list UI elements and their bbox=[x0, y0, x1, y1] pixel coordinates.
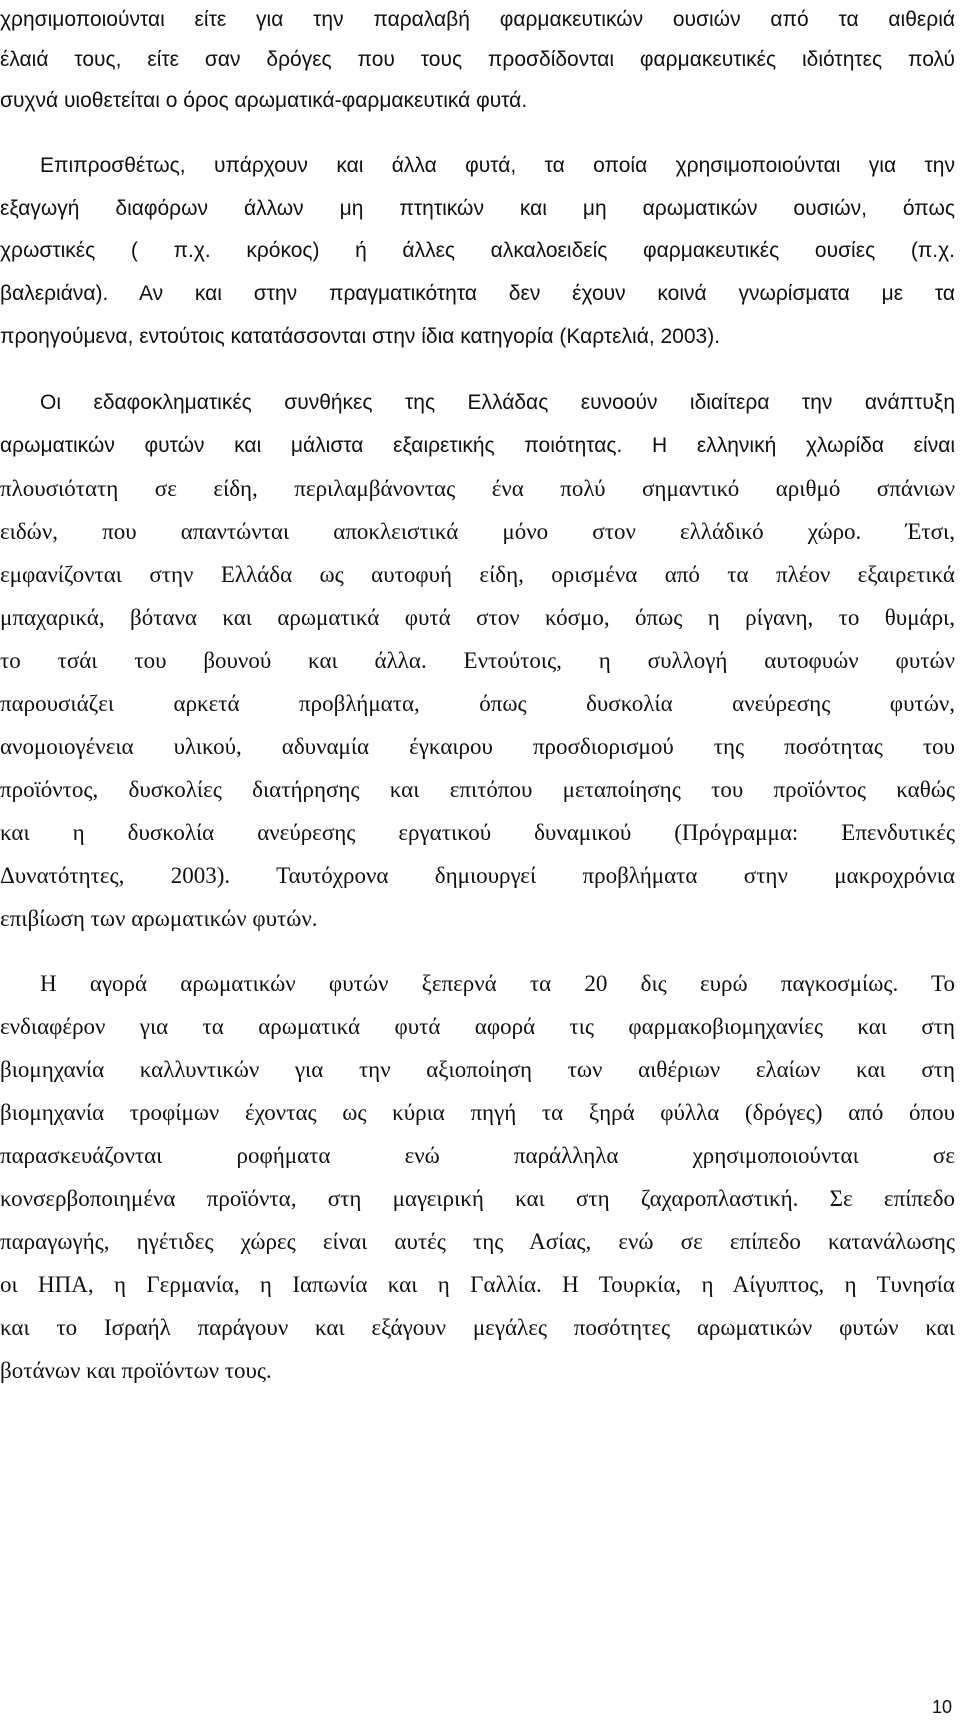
text-line: αρωματικών φυτών και μάλιστα εξαιρετικής ποιότητας. Η ελληνική χλωρίδα είναι bbox=[0, 434, 955, 457]
text-line: επιβίωση των αρωματικών φυτών. bbox=[0, 906, 318, 931]
text-line: Δυνατότητες, 2003). Ταυτόχρονα δημιουργεί προβλήματα στην μακροχρόνια bbox=[0, 863, 955, 888]
text-line: βαλεριάνα). Αν και στην πραγματικότητα δεν έχουν κοινά γνωρίσματα με τα bbox=[0, 282, 955, 305]
text-line: χρωστικές ( π.χ. κρόκος) ή άλλες αλκαλοειδείς φαρμακευτικές ουσίες (π.χ. bbox=[0, 239, 955, 262]
page-number: 10 bbox=[931, 1697, 952, 1717]
text-line: παρουσιάζει αρκετά προβλήματα, όπως δυσκολία ανεύρεσης φυτών, bbox=[0, 691, 955, 716]
text-line: έλαιά τους, είτε σαν δρόγες που τους προσδίδονται φαρμακευτικές ιδιότητες πολύ bbox=[0, 48, 955, 71]
text-line: ανομοιογένεια υλικού, αδυναμία έγκαιρου προσδιορισμού της ποσότητας του bbox=[0, 734, 955, 759]
text-line: συχνά υιοθετείται ο όρος αρωματικά-φαρμακευτικά φυτά. bbox=[0, 89, 528, 112]
text-line: Οι εδαφοκληματικές συνθήκες της Ελλάδας ευνοούν ιδιαίτερα την ανάπτυξη bbox=[40, 391, 955, 414]
text-line: κονσερβοποιημένα προϊόντα, στη μαγειρική και στη ζαχαροπλαστική. Σε επίπεδο bbox=[0, 1186, 955, 1211]
text-line: Επιπροσθέτως, υπάρχουν και άλλα φυτά, τα οποία χρησιμοποιούνται για την bbox=[40, 154, 955, 177]
text-line: ειδών, που απαντώνται αποκλειστικά μόνο στον ελλάδικό χώρο. Έτσι, bbox=[0, 519, 955, 544]
text-line: παραγωγής, ηγέτιδες χώρες είναι αυτές της Ασίας, ενώ σε επίπεδο κατανάλωσης bbox=[0, 1229, 955, 1254]
text-line: Η αγορά αρωματικών φυτών ξεπερνά τα 20 δις ευρώ παγκοσμίως. Το bbox=[40, 971, 955, 996]
text-line: βιομηχανία τροφίμων έχοντας ως κύρια πηγή τα ξηρά φύλλα (δρόγες) από όπου bbox=[0, 1100, 955, 1125]
text-line: και η δυσκολία ανεύρεσης εργατικού δυναμικού (Πρόγραμμα: Επενδυτικές bbox=[0, 820, 955, 845]
text-line: ενδιαφέρον για τα αρωματικά φυτά αφορά τις φαρμακοβιομηχανίες και στη bbox=[0, 1014, 955, 1039]
text-line: πλουσιότατη σε είδη, περιλαμβάνοντας ένα πολύ σημαντικό αριθμό σπάνιων bbox=[0, 476, 955, 501]
text-line: βιομηχανία καλλυντικών για την αξιοποίηση των αιθέριων ελαίων και στη bbox=[0, 1057, 955, 1082]
text-line: βοτάνων και προϊόντων τους. bbox=[0, 1358, 272, 1383]
text-line: προηγούμενα, εντούτοις κατατάσσονται στην ίδια κατηγορία (Καρτελιά, 2003). bbox=[0, 325, 721, 348]
text-line: οι ΗΠΑ, η Γερμανία, η Ιαπωνία και η Γαλλία. Η Τουρκία, η Αίγυπτος, η Τυνησία bbox=[0, 1272, 955, 1297]
text-line: το τσάι του βουνού και άλλα. Εντούτοις, η συλλογή αυτοφυών φυτών bbox=[0, 648, 955, 673]
text-line: εξαγωγή διαφόρων άλλων μη πτητικών και μη αρωματικών ουσιών, όπως bbox=[0, 197, 955, 220]
text-line: και το Ισραήλ παράγουν και εξάγουν μεγάλες ποσότητες αρωματικών φυτών και bbox=[0, 1315, 955, 1340]
text-line: χρησιμοποιούνται είτε για την παραλαβή φαρμακευτικών ουσιών από τα αιθεριά bbox=[0, 8, 955, 31]
text-line: παρασκευάζονται ροφήματα ενώ παράλληλα χρησιμοποιούνται σε bbox=[0, 1143, 955, 1168]
text-line: εμφανίζονται στην Ελλάδα ως αυτοφυή είδη, ορισμένα από τα πλέον εξαιρετικά bbox=[0, 562, 955, 587]
text-line: προϊόντος, δυσκολίες διατήρησης και επιτόπου μεταποίησης του προϊόντος καθώς bbox=[0, 777, 955, 802]
text-line: μπαχαρικά, βότανα και αρωματικά φυτά στον κόσμο, όπως η ρίγανη, το θυμάρι, bbox=[0, 605, 955, 630]
